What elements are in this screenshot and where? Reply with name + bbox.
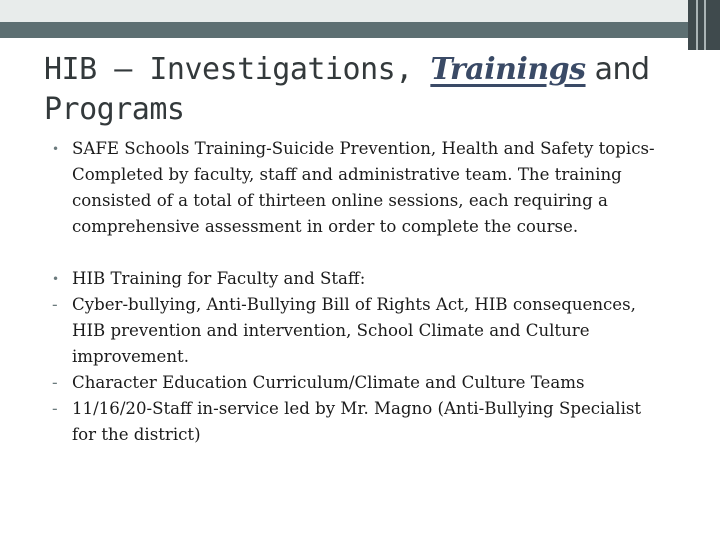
accent-line (704, 0, 706, 50)
dash-marker: - (52, 373, 58, 392)
sub-item-text: 11/16/20-Staff in-service led by Mr. Magno (Anti-Bullying Specialist for the district) (72, 399, 642, 444)
bullet-marker: • (52, 142, 60, 156)
sub-item (52, 292, 662, 370)
slide-body (52, 136, 662, 448)
slide-title (44, 50, 664, 130)
sub-item-text: Character Education Curriculum/Climate and Culture Teams (72, 373, 585, 392)
bullet-text: HIB Training for Faculty and Staff: (72, 269, 366, 288)
header-band (0, 0, 720, 22)
sub-item (52, 370, 662, 396)
corner-accent (688, 0, 720, 50)
sub-item-text: Cyber-bullying, Anti-Bullying Bill of Rights Act, HIB consequences, HIB prevention and intervention, School Climate and Culture improvement. (72, 295, 636, 366)
sub-item (52, 396, 662, 448)
accent-line (696, 0, 698, 50)
header-stripe (0, 22, 720, 38)
dash-marker: - (52, 295, 58, 314)
title-line2: Programs (44, 92, 185, 127)
dash-marker: - (52, 399, 58, 418)
bullet-item (52, 266, 662, 292)
bullet-item (52, 136, 662, 240)
title-emphasis-link[interactable]: Trainings (430, 52, 586, 87)
bullet-text: SAFE Schools Training-Suicide Prevention, Health and Safety topics- Completed by faculty, staff and administrative team. The training consisted of a total of thirteen online sessions, each requiring a comprehensive assessment in order to complete the course. (72, 139, 655, 236)
title-text-end: and (585, 52, 650, 87)
title-text: HIB – Investigations, (44, 52, 431, 87)
bullet-marker: • (52, 272, 60, 286)
